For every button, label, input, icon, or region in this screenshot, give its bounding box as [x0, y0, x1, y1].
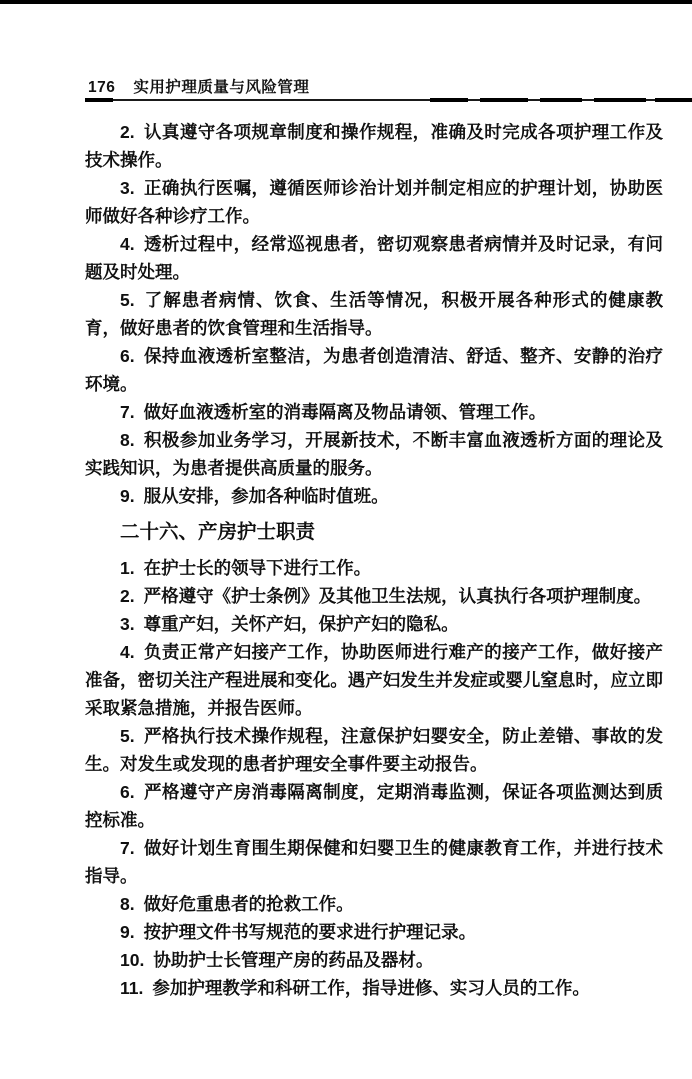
list-item	[85, 778, 663, 834]
item-text: 严格遵守产房消毒隔离制度，定期消毒监测，保证各项监测达到质控标准。	[85, 782, 663, 830]
item-text: 严格遵守《护士条例》及其他卫生法规，认真执行各项护理制度。	[143, 586, 652, 606]
item-number: 7.	[120, 838, 135, 858]
item-text: 做好计划生育围生期保健和妇婴卫生的健康教育工作，并进行技术指导。	[85, 838, 663, 886]
scan-edge-artifact	[0, 0, 692, 4]
item-text: 认真遵守各项规章制度和操作规程，准确及时完成各项护理工作及技术操作。	[85, 122, 663, 170]
list-item	[85, 230, 663, 286]
list-item	[85, 342, 663, 398]
book-title: 实用护理质量与风险管理	[133, 79, 310, 96]
item-number: 8.	[120, 894, 135, 914]
page-body	[85, 118, 663, 1002]
item-text: 协助护士长管理产房的药品及器材。	[153, 950, 434, 970]
item-text: 做好血液透析室的消毒隔离及物品请领、管理工作。	[143, 402, 547, 422]
list-item	[85, 118, 663, 174]
section-heading: 二十六、产房护士职责	[120, 521, 316, 543]
page-number: 176	[88, 79, 116, 96]
item-number: 5.	[120, 726, 135, 746]
item-number: 11.	[120, 978, 144, 998]
page-header	[88, 75, 309, 97]
item-number: 5.	[120, 290, 135, 310]
item-number: 6.	[120, 346, 135, 366]
item-number: 2.	[120, 122, 135, 142]
item-text: 负责正常产妇接产工作，协助医师进行难产的接产工作，做好接产准备，密切关注产程进展和变化。遇产妇发生并发症或婴儿窒息时，应立即采取紧急措施，并报告医师。	[85, 642, 663, 718]
rule-dash	[540, 98, 582, 102]
list-item	[85, 174, 663, 230]
item-text: 参加护理教学和科研工作，指导进修、实习人员的工作。	[152, 978, 590, 998]
item-number: 10.	[120, 950, 145, 970]
item-text: 按护理文件书写规范的要求进行护理记录。	[143, 922, 477, 942]
item-text: 积极参加业务学习，开展新技术，不断丰富血液透析方面的理论及实践知识，为患者提供高质量的服务。	[85, 430, 663, 478]
item-number: 6.	[120, 782, 135, 802]
item-text: 正确执行医嘱，遵循医师诊治计划并制定相应的护理计划，协助医师做好各种诊疗工作。	[85, 178, 663, 226]
list-item	[85, 918, 663, 946]
list-item	[85, 946, 663, 974]
list-item	[85, 426, 663, 482]
list-item	[85, 834, 663, 890]
rule-thick-segment	[85, 98, 113, 102]
item-text: 严格执行技术操作规程，注意保护妇婴安全，防止差错、事故的发生。对发生或发现的患者护理安全事件要主动报告。	[85, 726, 663, 774]
list-item	[85, 974, 663, 1002]
list-item	[85, 398, 663, 426]
list-item	[85, 482, 663, 510]
item-number: 4.	[120, 234, 135, 254]
item-number: 3.	[120, 178, 135, 198]
item-text: 了解患者病情、饮食、生活等情况，积极开展各种形式的健康教育，做好患者的饮食管理和生活指导。	[85, 290, 663, 338]
item-text: 在护士长的领导下进行工作。	[143, 558, 372, 578]
item-number: 9.	[120, 486, 135, 506]
rule-dash	[480, 98, 528, 102]
item-number: 8.	[120, 430, 135, 450]
item-number: 3.	[120, 614, 135, 634]
list-item	[85, 554, 663, 582]
item-text: 服从安排，参加各种临时值班。	[143, 486, 389, 506]
item-text: 尊重产妇，关怀产妇，保护产妇的隐私。	[143, 614, 459, 634]
item-number: 4.	[120, 642, 135, 662]
item-number: 1.	[120, 558, 135, 578]
item-number: 7.	[120, 402, 135, 422]
item-number: 9.	[120, 922, 135, 942]
list-item	[85, 582, 663, 610]
list-item	[85, 286, 663, 342]
list-item	[85, 638, 663, 722]
rule-dash	[655, 98, 692, 102]
item-text: 做好危重患者的抢救工作。	[143, 894, 354, 914]
rule-dash	[430, 98, 468, 102]
list-item	[85, 610, 663, 638]
item-text: 透析过程中，经常巡视患者，密切观察患者病情并及时记录，有问题及时处理。	[85, 234, 663, 282]
rule-dash	[594, 98, 646, 102]
list-item	[85, 890, 663, 918]
item-number: 2.	[120, 586, 135, 606]
header-rule	[85, 99, 665, 101]
list-item	[85, 722, 663, 778]
item-text: 保持血液透析室整洁，为患者创造清洁、舒适、整齐、安静的治疗环境。	[85, 346, 663, 394]
